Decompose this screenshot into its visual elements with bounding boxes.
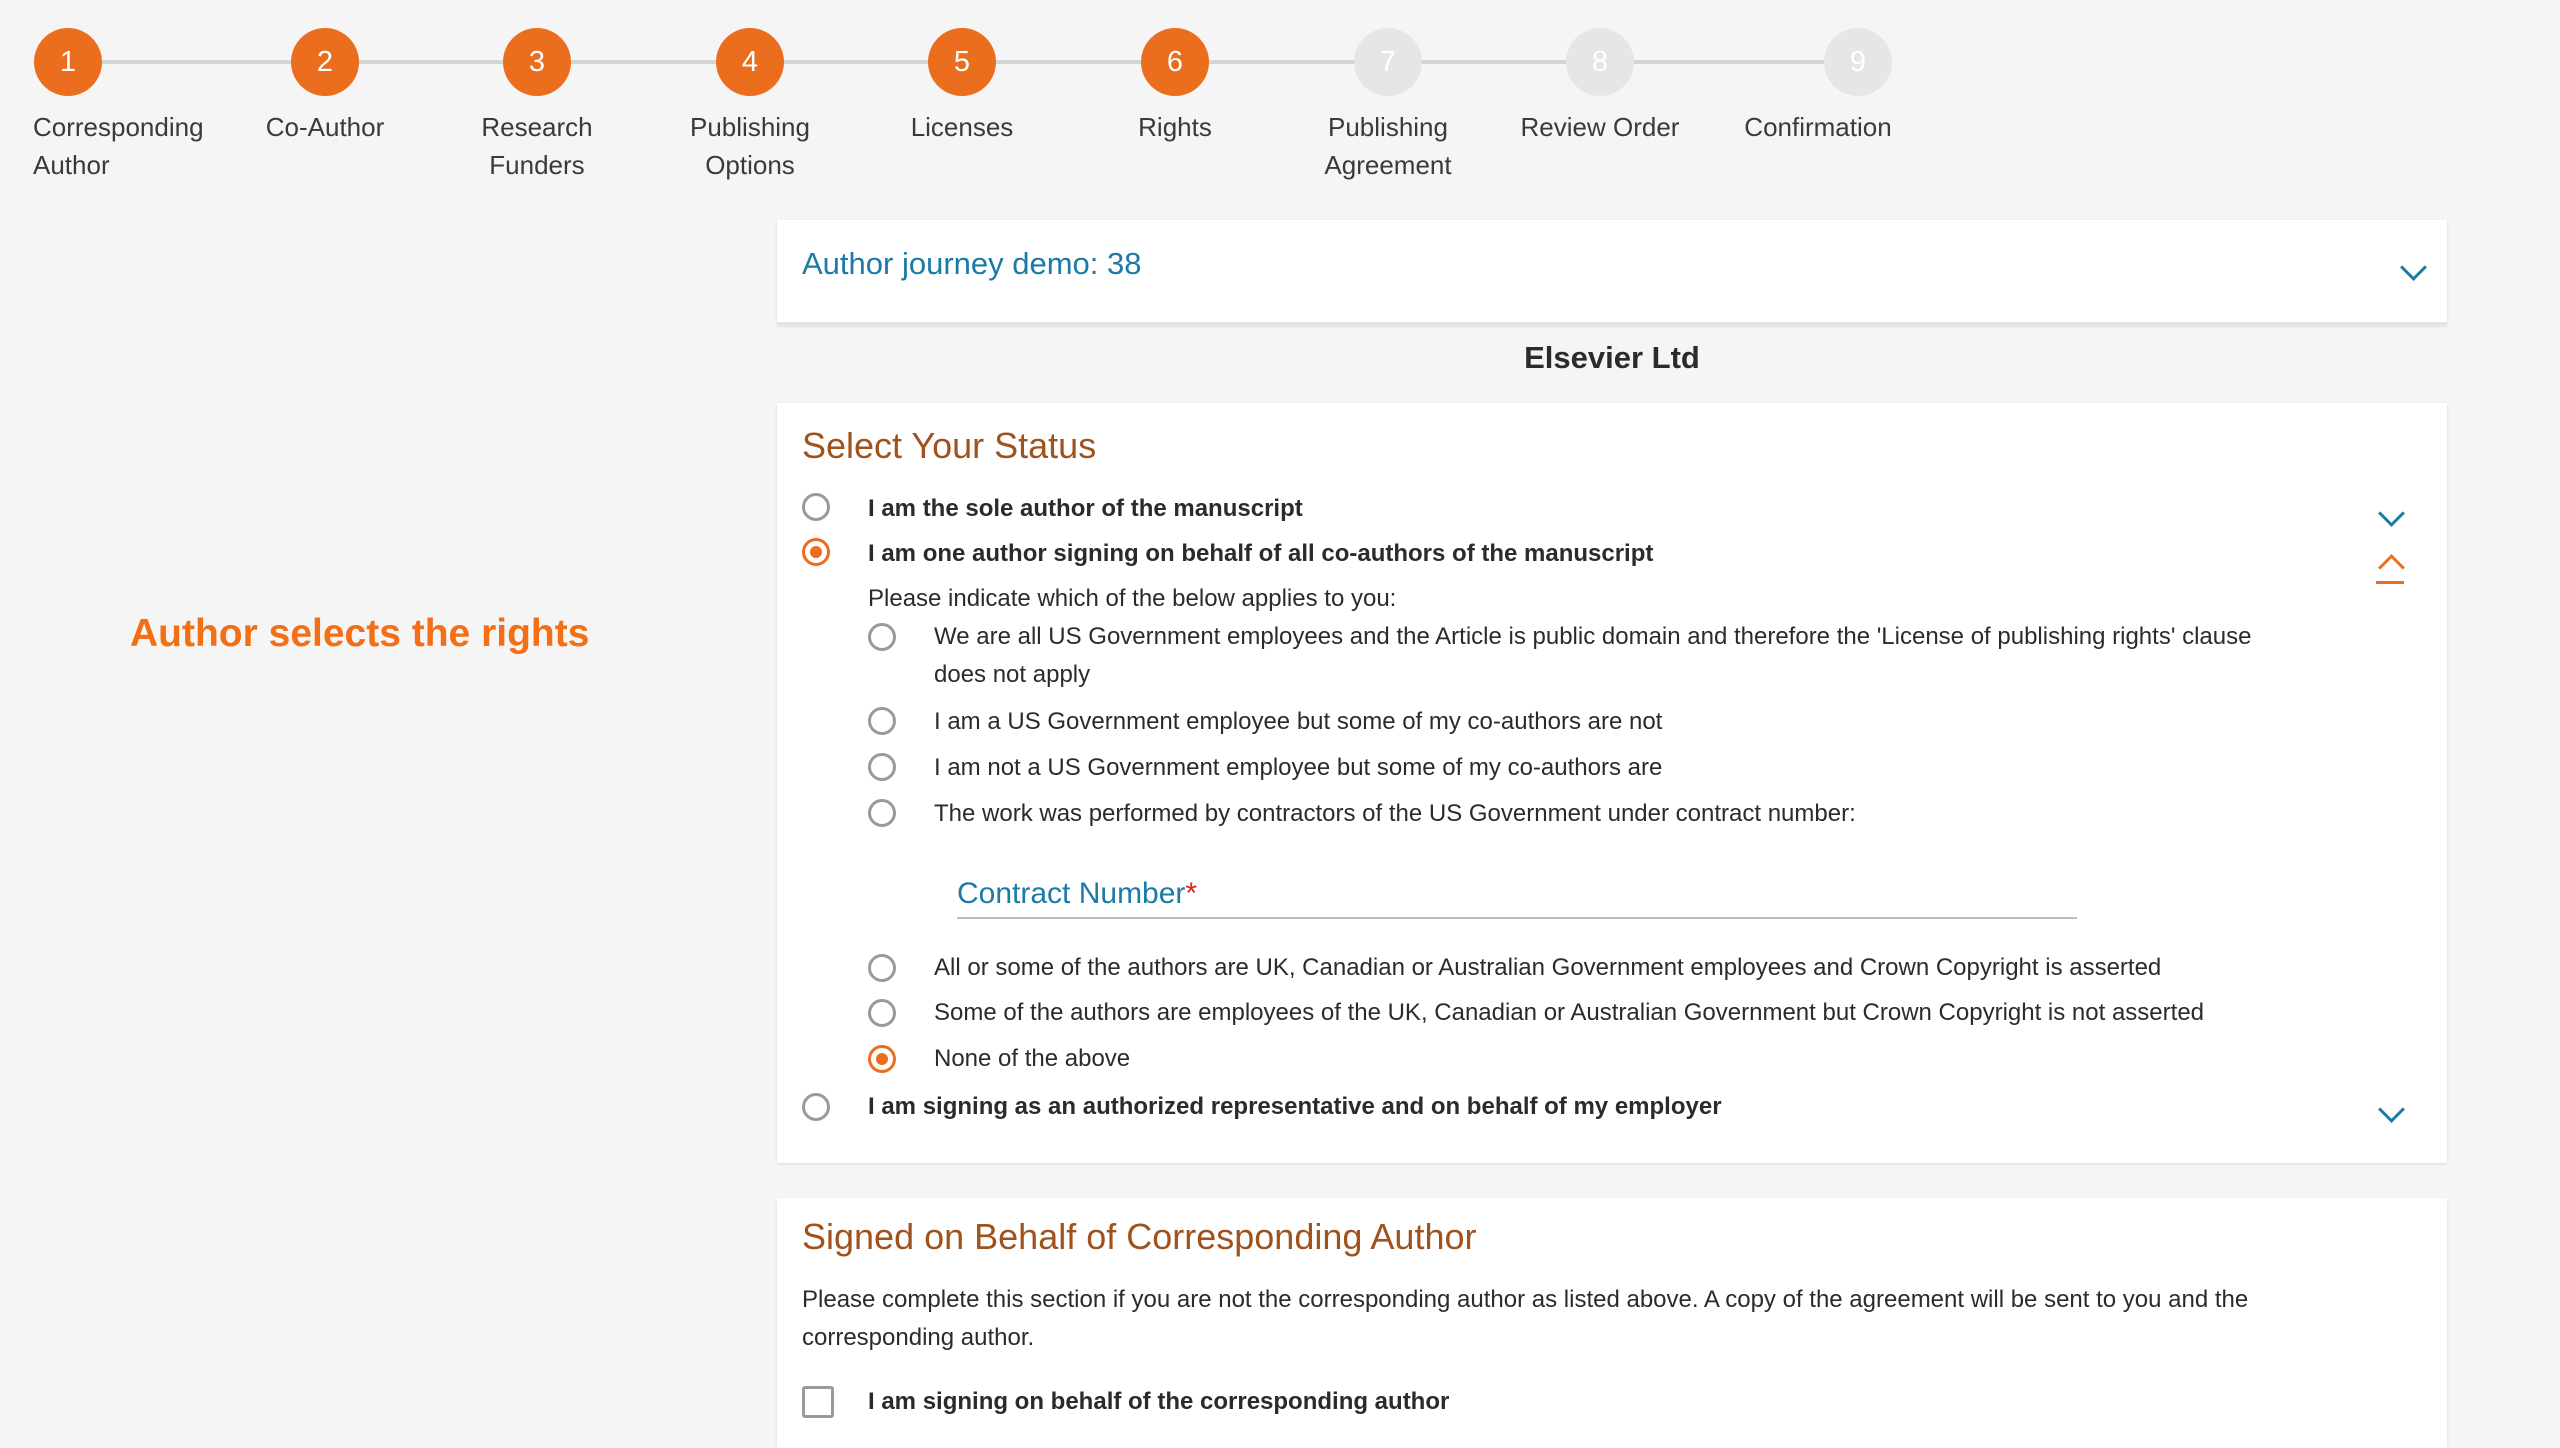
step-6-circle[interactable]: 6 <box>1141 28 1209 96</box>
chevron-down-icon[interactable] <box>2400 254 2427 281</box>
section-title: Select Your Status <box>802 425 1097 466</box>
signing-behalf-checkbox[interactable] <box>802 1386 834 1418</box>
step-8-circle: 8 <box>1566 28 1634 96</box>
sub-option-label: All or some of the authors are UK, Canadian or Australian Government employees and Crown Copyright is asserted <box>934 954 2162 981</box>
sub-radio-coauthors-us-gov[interactable] <box>868 753 896 781</box>
section-title: Signed on Behalf of Corresponding Author <box>802 1216 1477 1257</box>
sub-radio-all-us-gov[interactable] <box>868 623 896 651</box>
step-2-circle[interactable]: 2 <box>291 28 359 96</box>
publisher-name: Elsevier Ltd <box>1524 340 1700 375</box>
status-radio-employer-rep[interactable] <box>802 1093 830 1121</box>
journey-title: Author journey demo: 38 <box>802 246 1142 281</box>
step-5-label: Licenses <box>910 112 1014 142</box>
status-radio-behalf-coauthors[interactable] <box>802 538 830 566</box>
status-option-label: I am one author signing on behalf of all co-authors of the manuscript <box>868 540 1654 567</box>
sub-option-label: We are all US Government employees and the Article is public domain and therefore the 'License of publishing rights' clause does not apply <box>934 623 2252 688</box>
step-7-label: Publishing Agreement <box>1324 112 1452 180</box>
step-6-label: Rights <box>1138 112 1212 142</box>
step-3-label: Research Funders <box>481 112 593 180</box>
sub-option-label: I am not a US Government employee but some of my co-authors are <box>934 754 1663 781</box>
step-4-label: Publishing Options <box>690 112 810 180</box>
status-option-label: I am the sole author of the manuscript <box>868 495 1303 522</box>
step-9-circle: 9 <box>1824 28 1892 96</box>
contract-number-label: Contract Number* <box>957 877 1198 910</box>
checkbox-label: I am signing on behalf of the corresponding author <box>868 1388 1450 1415</box>
step-2-label: Co-Author <box>265 112 385 142</box>
step-3-circle[interactable]: 3 <box>503 28 571 96</box>
annotation-note: Author selects the rights <box>130 612 590 655</box>
sub-radio-me-us-gov[interactable] <box>868 707 896 735</box>
chevron-down-icon[interactable] <box>2378 1096 2405 1123</box>
step-4-circle[interactable]: 4 <box>716 28 784 96</box>
step-1-label: Corresponding Author <box>33 112 204 180</box>
sub-option-label: None of the above <box>934 1045 1131 1072</box>
step-9-label: Confirmation <box>1744 112 1892 142</box>
sub-option-label: The work was performed by contractors of the US Government under contract number: <box>934 800 1856 827</box>
step-7-circle: 7 <box>1354 28 1422 96</box>
sub-radio-crown-asserted[interactable] <box>868 954 896 982</box>
signed-behalf-panel <box>777 1198 2447 1448</box>
sub-option-label: Some of the authors are employees of the UK, Canadian or Australian Government but Crown Copyright is not asserted <box>934 999 2205 1026</box>
select-status-panel <box>777 403 2447 1163</box>
sub-radio-contractors[interactable] <box>868 799 896 827</box>
status-radio-sole-author[interactable] <box>802 493 830 521</box>
sub-radio-none[interactable] <box>868 1045 896 1073</box>
chevron-up-icon[interactable] <box>2378 554 2405 581</box>
chevron-down-icon[interactable] <box>2378 500 2405 527</box>
sub-options-prompt: Please indicate which of the below applies to you: <box>868 585 1397 612</box>
sub-option-label: I am a US Government employee but some of my co-authors are not <box>934 708 1663 735</box>
status-option-label: I am signing as an authorized representative and on behalf of my employer <box>868 1093 1722 1120</box>
step-8-label: Review Order <box>1520 112 1680 142</box>
step-5-circle[interactable]: 5 <box>928 28 996 96</box>
collapse-underline <box>2376 581 2404 584</box>
contract-number-underline <box>957 917 2077 919</box>
sub-radio-crown-not-asserted[interactable] <box>868 999 896 1027</box>
step-1-circle[interactable]: 1 <box>34 28 102 96</box>
section-description: Please complete this section if you are not the corresponding author as listed above. A copy of the agreement will be sent to you and the corresponding author. <box>802 1286 2249 1351</box>
journey-panel[interactable] <box>777 220 2447 325</box>
